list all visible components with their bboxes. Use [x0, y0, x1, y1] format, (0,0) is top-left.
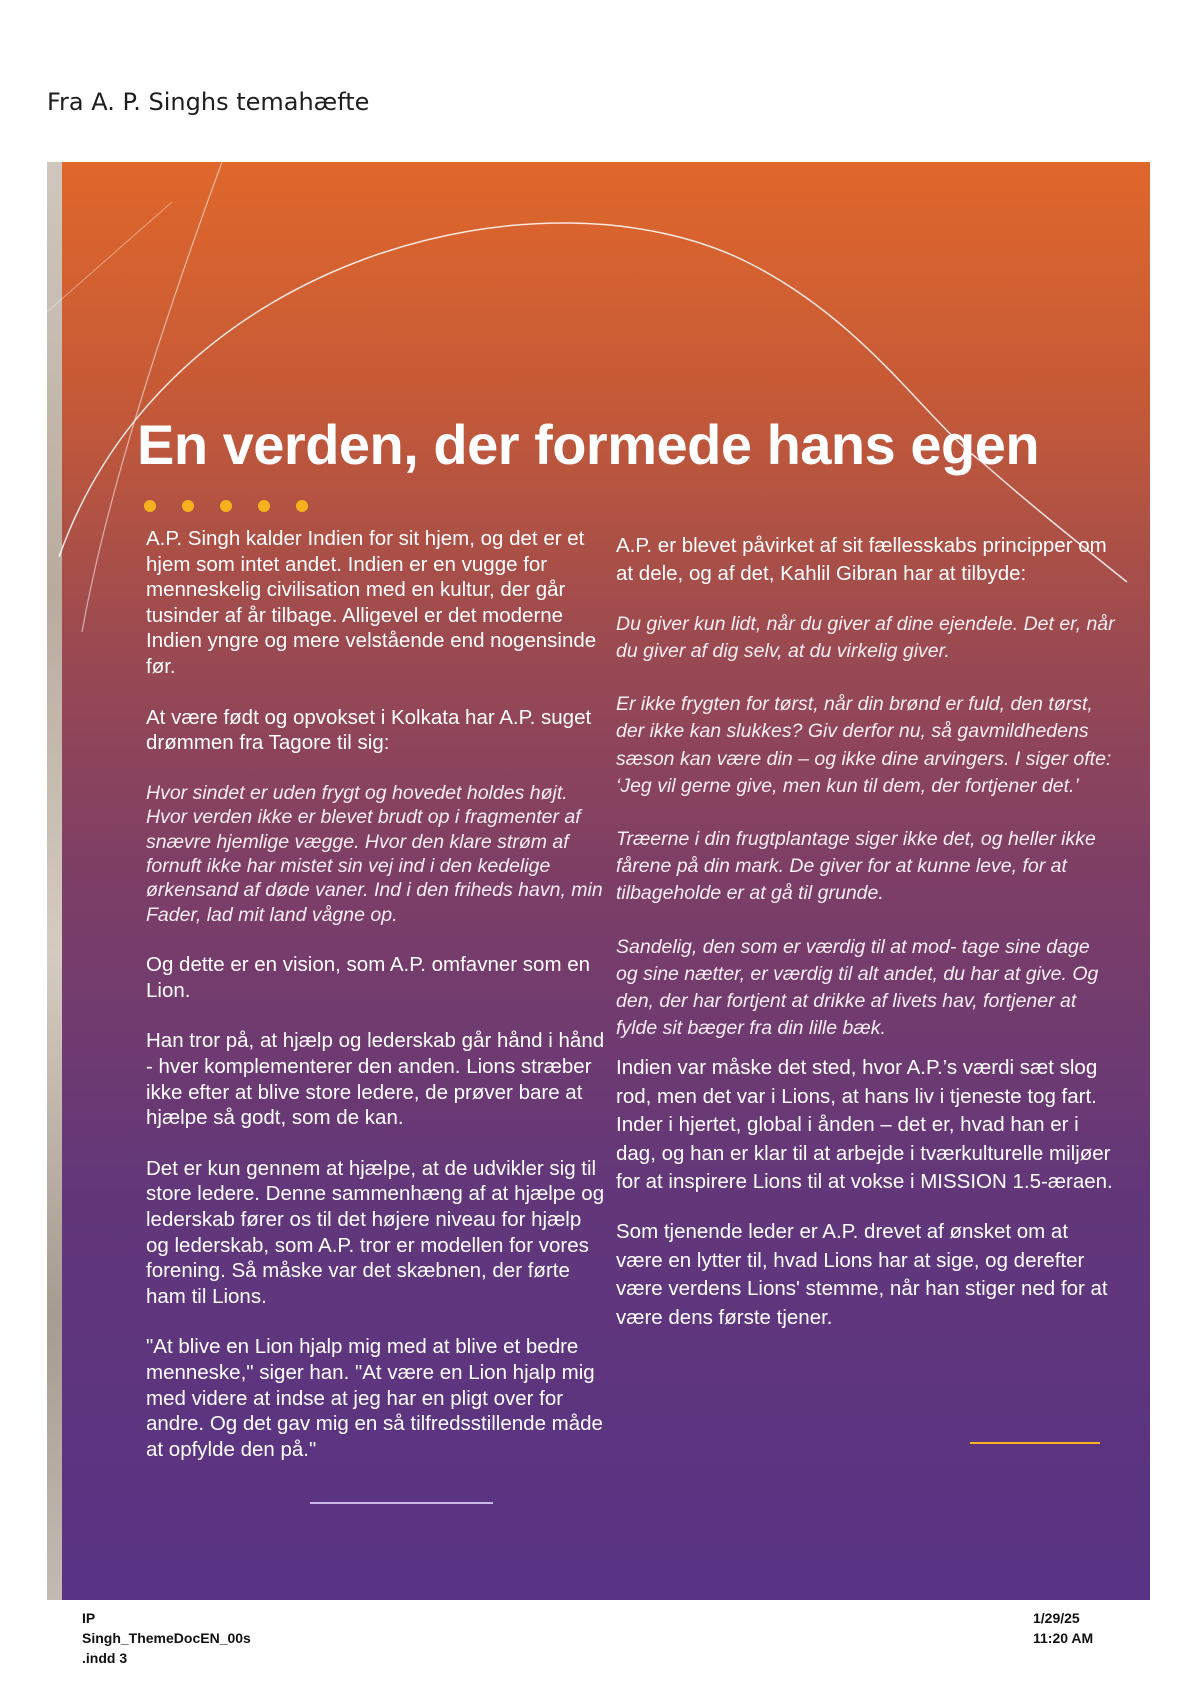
paragraph-vision: Og dette er en vision, som A.P. omfavner som en Lion. [146, 953, 591, 1002]
paragraph-destiny: Det er kun gennem at hjælpe, at de udvikler sig til store ledere. Denne sammenhæng af at hjælpe og lederskab fører os til det højere niveau for hjælp og lederskab, som A.P. tror er modellen for vores forening. Så måske var det skæbnen, der førte ham til Lions. [146, 1156, 605, 1308]
footer-file-line-2: Singh_ThemeDocEN_00s [82, 1630, 251, 1646]
dot-1 [144, 500, 156, 512]
article-title: En verden, der formede hans egen [137, 413, 1040, 476]
paragraph-servant-leader: Som tjenende leder er A.P. drevet af ønsket om at være en lytter til, hvad Lions har at sige, og derefter være verdens Lions' stemme, når han stiger ned for at være dens første tjener. [616, 1220, 1108, 1329]
paragraph-gibran-intro: A.P. er blevet påvirket af sit fællesskabs principper om at dele, og af det, Kahlil Gibran har at tilbyde: [616, 534, 1107, 586]
paragraph-home: A.P. Singh kalder Indien for sit hjem, og det er et hjem som intet andet. Indien er en vugge for menneskelig civilisation med en kultur, der går tusinder af år tilbage. Alligevel er det moderne Indien yngre og mere velstående end nogensinde før. [146, 527, 597, 678]
gibran-quote-3: Træerne i din frugtplantage siger ikke det, og heller ikke fårene på din mark. De giver for at kunne leve, for at tilbageholde er at gå til grunde. [616, 828, 1096, 905]
footer-date: 1/29/25 [1033, 1610, 1080, 1626]
dot-5 [296, 500, 308, 512]
paragraph-lion-quote: "At blive en Lion hjalp mig med at blive et bedre menneske," siger han. "At være en Lion hjalp mig med videre at indse at jeg har en pligt over for andre. Og det gav mig en så tilfredsstillende måde at opfylde den på." [146, 1335, 603, 1461]
dot-4 [258, 500, 270, 512]
footer-time: 11:20 AM [1033, 1630, 1094, 1646]
gibran-quote-4: Sandelig, den som er værdig til at mod- tage sine dage og sine nætter, er værdig til alt andet, du har at give. Og den, der har fortjent at drikke af livets hav, fortjener at fylde sit bæger fra din lille bæk. [616, 935, 1099, 1040]
left-column [146, 526, 606, 1487]
tagore-quote: Hvor sindet er uden frygt og hovedet holdes højt. Hvor verden ikke er blevet brudt op i fragmenter af snævre hjemlige vægge. Hvor den klare strøm af fornuft ikke har mistet sin vej ind i den kedelige ørkensand af døde vaner. Ind i den friheds havn, min Fader, lad mit land vågne op. [146, 781, 603, 926]
footer-file-line-3: .indd 3 [82, 1650, 128, 1666]
gibran-quote-2: Er ikke frygten for tørst, når din brønd er fuld, den tørst, der ikke kan slukkes? Giv derfor nu, så gavmildhedens sæson kan være din – og ikke dine arvingers. I siger ofte: ‘Jeg vil gerne give, men kun til dem, der fortjener det.’ [616, 693, 1112, 797]
document-header: Fra A. P. Singhs temahæfte [47, 88, 370, 116]
footer-file-info [82, 1608, 282, 1668]
paragraph-kolkata: At være født og opvokset i Kolkata har A.P. suget drømmen fra Tagore til sig: [146, 705, 592, 755]
column-divider-line [310, 1502, 493, 1504]
article-panel [47, 162, 1150, 1600]
footer-timestamp [1033, 1608, 1093, 1648]
right-column [616, 532, 1116, 1354]
footer-file-line-1: IP [82, 1610, 96, 1626]
decorative-dots [144, 500, 308, 512]
paragraph-leadership: Han tror på, at hjælp og lederskab går hånd i hånd - hver komplementerer den anden. Lions stræber ikke efter at blive store ledere, de prøver bare at hjælpe så godt, som de kan. [146, 1029, 605, 1130]
accent-line [970, 1442, 1100, 1444]
dot-3 [220, 500, 232, 512]
paragraph-india-lions: Indien var måske det sted, hvor A.P.’s værdi sæt slog rod, men det var i Lions, at hans liv i tjeneste tog fart. Inder i hjertet, global i ånden – det er, hvad han er i dag, og han er klar til at arbejde i tværkulturelle miljøer for at inspirere Lions til at vokse i MISSION 1.5-æraen. [616, 1056, 1113, 1194]
dot-2 [182, 500, 194, 512]
gibran-quote-1: Du giver kun lidt, når du giver af dine ejendele. Det er, når du giver af dig selv, at du virkelig giver. [616, 612, 1115, 663]
